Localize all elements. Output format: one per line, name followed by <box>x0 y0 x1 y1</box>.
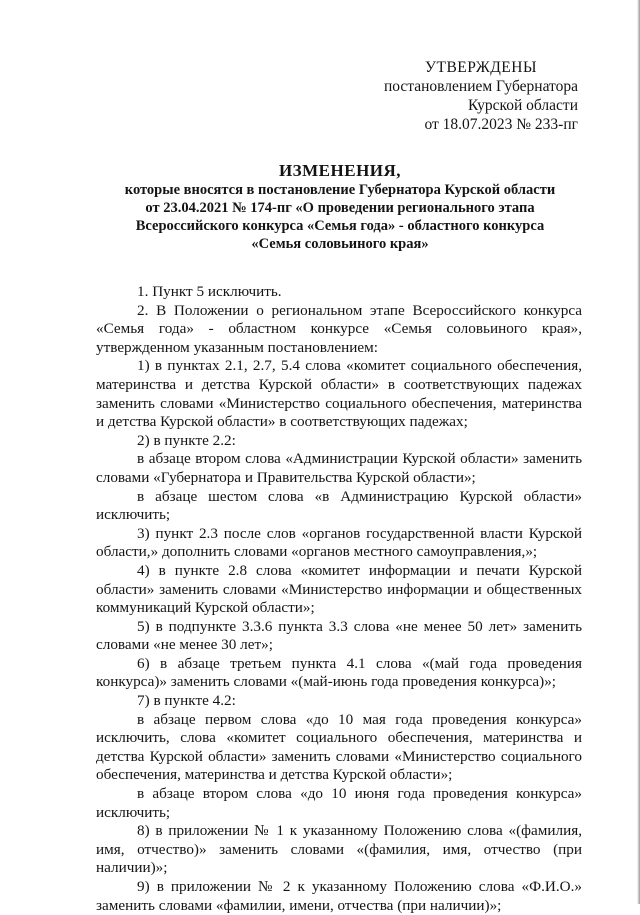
paragraph-subitem-8: 8) в приложении № 1 к указанному Положению слова «(фамилия, имя, отчество)» заменить словами «(фамилия, имя, отчество (при наличии)»; <box>96 822 582 877</box>
paragraph-subitem-7-abzac-1: в абзаце первом слова «до 10 мая года проведения конкурса» исключить, слова «комитет социального обеспечения, материнства и детства Курской области» заменить словами «Министерство социального обеспечения, материнства и детства Курской области»; <box>96 710 582 784</box>
document-subtitle-line: Всероссийского конкурса «Семья года» - областного конкурса <box>135 218 545 234</box>
document-subtitle-line: которые вносятся в постановление Губернатора Курской области <box>124 182 556 198</box>
paragraph-subitem-1: 1) в пунктах 2.1, 2.7, 5.4 слова «комитет социального обеспечения, материнства и детства Курской области» в соответствующих падежах заменить словами «Министерство социального обеспечения, материнства и детства Курской области» в соответствующих падежах; <box>96 357 582 431</box>
document-body <box>96 283 582 915</box>
paragraph-item-2: 2. В Положении о региональном этапе Всероссийского конкурса «Семья года» - областном конкурсе «Семья соловьиного края», утвержденном указанным постановлением: <box>96 301 582 356</box>
paragraph-subitem-2-abzac-6: в абзаце шестом слова «в Администрацию Курской области» исключить; <box>96 487 582 524</box>
document-subtitle-line: «Семья соловьиного края» <box>251 236 429 252</box>
document-heading <box>60 160 620 253</box>
approval-line-date-number: от 18.07.2023 № 233-пг <box>424 116 578 133</box>
paragraph-subitem-2: 2) в пункте 2.2: <box>137 431 236 449</box>
paragraph-subitem-4: 4) в пункте 2.8 слова «комитет информации и печати Курской области» заменить словами «Министерство информации и общественных коммуникаций Курской области»; <box>96 561 582 617</box>
paragraph-subitem-9: 9) в приложении № 2 к указанному Положению слова «Ф.И.О.» заменить словами «фамилии, имени, отчества (при наличии)»; <box>96 878 582 914</box>
document-subtitle-line: от 23.04.2021 № 174-пг «О проведении регионального этапа <box>145 200 535 216</box>
paragraph-subitem-6: 6) в абзаце третьем пункта 4.1 слова «(май года проведения конкурса)» заменить словами «(май-июнь года проведения конкурса)»; <box>96 654 582 691</box>
approval-title: УТВЕРЖДЕНЫ <box>425 59 537 76</box>
paragraph-subitem-5: 5) в подпункте 3.3.6 пункта 3.3 слова «не менее 50 лет» заменить словами «не менее 30 лет»; <box>96 617 582 654</box>
paragraph-item-1: 1. Пункт 5 исключить. <box>137 283 282 300</box>
paragraph-subitem-3: 3) пункт 2.3 после слов «органов государственной власти Курской области,» дополнить словами «органов местного самоуправления,»; <box>96 524 582 561</box>
approval-line-region: Курской области <box>467 97 578 114</box>
paragraph-subitem-7-abzac-2: в абзаце втором слова «до 10 июня года проведения конкурса» исключить; <box>96 785 582 821</box>
approval-line-decree: постановлением Губернатора <box>383 78 578 95</box>
paragraph-subitem-7: 7) в пункте 4.2: <box>137 692 236 710</box>
paragraph-subitem-2-abzac-2: в абзаце втором слова «Администрации Курской области» заменить словами «Губернатора и Правительства Курской области»; <box>96 450 582 486</box>
document-title: ИЗМЕНЕНИЯ, <box>278 161 402 180</box>
approval-stamp-block <box>338 58 578 134</box>
